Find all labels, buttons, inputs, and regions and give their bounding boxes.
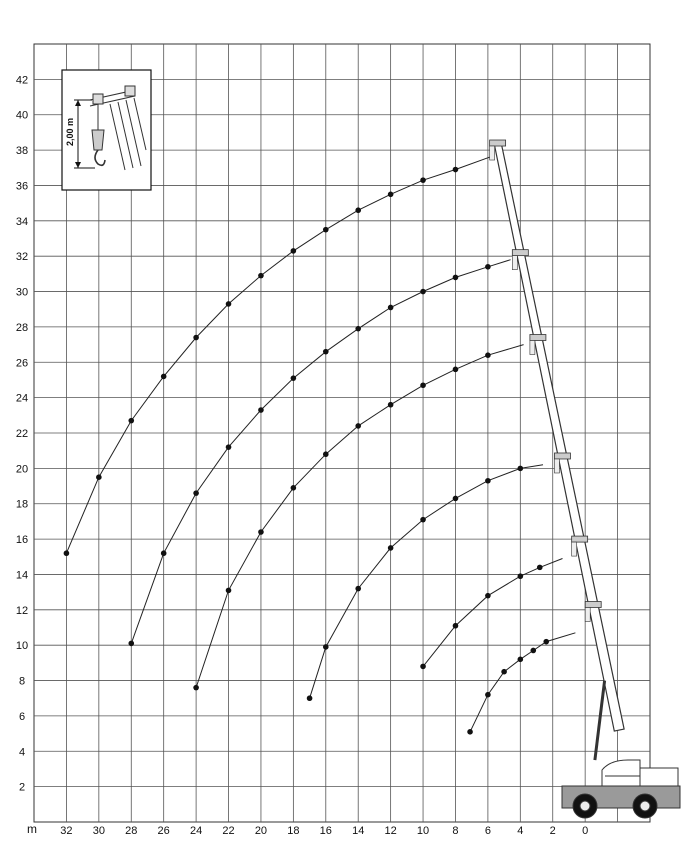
data-point	[291, 248, 297, 254]
data-point	[420, 382, 426, 388]
inset-dimension-label: 2,00 m	[65, 117, 75, 146]
data-point	[307, 695, 313, 701]
boom-section-head	[572, 536, 588, 542]
x-tick-label: 4	[517, 825, 524, 837]
boom-section-head	[554, 453, 570, 459]
data-point	[530, 648, 536, 654]
y-tick-label: 24	[15, 392, 29, 405]
y-tick-label: 8	[18, 675, 26, 688]
x-tick-label: 30	[92, 825, 105, 837]
data-point	[96, 474, 102, 480]
data-point	[291, 485, 297, 491]
x-tick-label: 2	[549, 825, 556, 837]
data-point	[543, 639, 549, 645]
data-point	[226, 444, 232, 450]
y-tick-label: 32	[15, 251, 29, 264]
data-point	[453, 623, 459, 629]
data-point	[537, 565, 543, 571]
y-tick-label: 4	[18, 746, 26, 759]
data-point	[453, 275, 459, 281]
data-point	[453, 367, 459, 373]
data-point	[323, 644, 329, 650]
x-tick-label: 16	[319, 825, 332, 837]
data-point	[128, 418, 134, 424]
data-point	[388, 191, 394, 197]
range-curve	[310, 465, 543, 698]
data-point	[453, 167, 459, 173]
y-tick-label: 20	[15, 463, 29, 476]
data-point	[193, 685, 199, 691]
x-tick-label: 12	[384, 825, 397, 837]
boom-section-head	[512, 250, 528, 256]
data-point	[388, 545, 394, 551]
data-point	[501, 669, 507, 675]
data-point	[518, 466, 524, 472]
range-curves	[66, 157, 575, 732]
boom-section-head	[585, 602, 601, 608]
hook-icon	[554, 459, 559, 473]
boom-body	[494, 142, 624, 731]
x-tick-label: 6	[484, 825, 491, 837]
hook-icon	[530, 341, 535, 355]
x-tick-label: 26	[157, 825, 170, 837]
data-point	[355, 207, 361, 213]
data-point	[355, 423, 361, 429]
y-tick-label: 22	[15, 428, 29, 440]
y-tick-label: 12	[15, 604, 29, 617]
x-tick-label: 10	[416, 825, 430, 837]
x-tick-label: 28	[125, 825, 138, 837]
y-tick-label: 34	[15, 215, 29, 228]
data-point	[420, 289, 426, 295]
x-tick-label: 20	[254, 825, 268, 837]
range-curve	[66, 157, 489, 553]
data-point	[420, 517, 426, 523]
x-tick-label: 14	[352, 825, 365, 837]
data-point	[193, 490, 199, 496]
data-point	[420, 177, 426, 183]
data-point	[323, 349, 329, 355]
data-point	[128, 641, 134, 647]
data-point	[518, 657, 524, 663]
data-point	[64, 550, 70, 556]
data-point	[485, 264, 491, 270]
data-point	[355, 326, 361, 332]
y-tick-label: 10	[15, 640, 29, 653]
data-point	[518, 573, 524, 579]
data-point	[226, 301, 232, 307]
crane-carrier-icon	[562, 760, 680, 818]
hook-icon	[512, 256, 517, 270]
data-point	[323, 451, 329, 457]
y-tick-label: 40	[15, 109, 29, 122]
x-tick-label: 24	[189, 825, 203, 837]
data-point	[258, 407, 264, 413]
data-point	[453, 496, 459, 502]
y-tick-label: 18	[15, 498, 29, 511]
data-point	[355, 586, 361, 592]
data-point	[485, 692, 491, 698]
range-curve	[470, 633, 575, 732]
data-point	[258, 529, 264, 535]
data-point	[193, 335, 199, 341]
x-tick-label: 8	[452, 825, 459, 837]
data-point	[388, 402, 394, 408]
range-points	[64, 167, 549, 735]
y-tick-label: 30	[15, 286, 29, 299]
y-tick-label: 36	[15, 180, 29, 193]
y-tick-label: 14	[15, 569, 29, 582]
data-point	[388, 305, 394, 311]
data-point	[467, 729, 473, 735]
y-tick-label: 6	[18, 710, 26, 723]
inset-frame	[62, 70, 151, 190]
data-point	[226, 588, 232, 594]
data-point	[161, 550, 167, 556]
y-tick-label: 42	[15, 74, 29, 87]
data-point	[258, 273, 264, 279]
y-tick-label: 38	[15, 145, 29, 158]
boom-section-head	[490, 140, 506, 146]
range-curve	[131, 260, 510, 644]
x-tick-label: 22	[222, 825, 235, 837]
x-tick-label: 18	[287, 825, 300, 837]
y-tick-label: 28	[15, 321, 29, 334]
data-point	[420, 664, 426, 670]
y-tick-label: 2	[18, 781, 26, 794]
range-curve	[196, 345, 523, 688]
x-unit-label: m	[27, 822, 37, 836]
data-point	[485, 352, 491, 358]
data-point	[291, 375, 297, 381]
luffing-cylinder	[595, 681, 605, 761]
data-point	[323, 227, 329, 233]
y-tick-label: 26	[15, 357, 29, 370]
y-tick-label: 16	[15, 534, 29, 547]
hook-icon	[585, 608, 590, 622]
data-point	[161, 374, 167, 380]
hook-icon	[490, 146, 495, 160]
data-point	[485, 593, 491, 599]
hook-inset	[62, 70, 151, 190]
boom-section-head	[530, 335, 546, 341]
x-tick-label: 0	[582, 825, 589, 837]
x-tick-label: 32	[60, 825, 73, 837]
data-point	[485, 478, 491, 484]
hook-icon	[572, 542, 577, 556]
